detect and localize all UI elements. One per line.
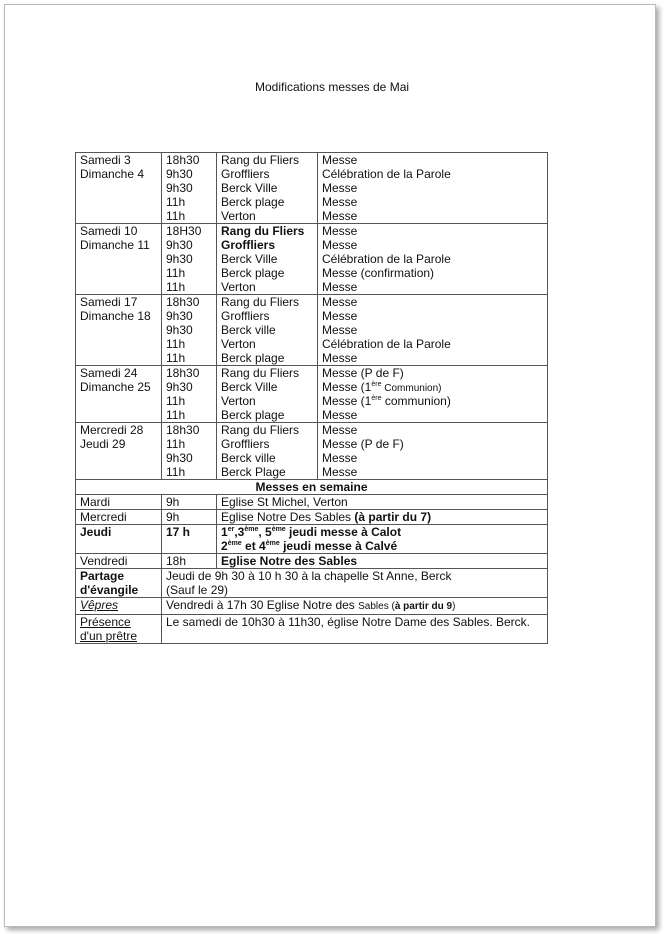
- place: Berck Ville: [221, 181, 278, 195]
- superscript: ère: [371, 381, 382, 388]
- time: 11h: [166, 209, 186, 223]
- text: (Sauf le 29): [166, 583, 229, 597]
- superscript: ème: [271, 526, 286, 533]
- place: Berck ville: [221, 451, 276, 465]
- place: Rang du Fliers: [221, 153, 300, 167]
- time: 9h30: [166, 451, 193, 465]
- table-row: [76, 224, 548, 295]
- table-row: [76, 480, 548, 495]
- time: 9h30: [166, 181, 193, 195]
- day-label: Jeudi 29: [80, 437, 126, 451]
- mass: Messe: [322, 465, 358, 479]
- mass: Messe: [322, 181, 358, 195]
- time: 11h: [166, 280, 186, 294]
- time: 18h30: [166, 153, 200, 167]
- label-cell: [76, 615, 162, 644]
- time: 11h: [166, 465, 186, 479]
- text: ): [452, 601, 456, 612]
- day-label: Dimanche 4: [80, 167, 145, 181]
- day-label: Samedi 17: [80, 295, 138, 309]
- places-cell: [217, 224, 318, 295]
- superscript: er: [227, 526, 235, 533]
- place-text: Eglise Notre Des Sables: [221, 510, 352, 524]
- place: Groffliers: [221, 238, 276, 252]
- place: Verton: [221, 209, 256, 223]
- text: 2: [221, 539, 228, 553]
- places-cell: [217, 366, 318, 423]
- time: 11h: [166, 408, 186, 422]
- mass: Messe: [322, 309, 358, 323]
- days-cell: [76, 153, 162, 224]
- place-cell: [217, 510, 548, 525]
- time: 9h30: [166, 323, 193, 337]
- time: 18H30: [166, 224, 202, 238]
- mass-text: Communion): [381, 383, 442, 394]
- time: 11h: [166, 437, 186, 451]
- mass: Messe: [322, 408, 358, 422]
- days-cell: [76, 423, 162, 480]
- table-row: [76, 510, 548, 525]
- mass: Célébration de la Parole: [322, 337, 451, 351]
- mass: Messe: [322, 209, 358, 223]
- place: Verton: [221, 394, 256, 408]
- times-cell: [162, 423, 217, 480]
- place-cell: Eglise St Michel, Verton: [217, 495, 548, 510]
- text: , 5: [258, 525, 272, 539]
- mass: Messe: [322, 195, 358, 209]
- table-row: [76, 615, 548, 644]
- times-cell: [162, 153, 217, 224]
- mass: Messe: [322, 238, 358, 252]
- text-cell: Le samedi de 10h30 à 11h30, église Notre Dame des Sables. Berck.: [162, 615, 548, 644]
- mass: Messe: [322, 280, 358, 294]
- note: à partir du 9: [394, 601, 453, 612]
- day-label: Samedi 10: [80, 224, 138, 238]
- place: Rang du Fliers: [221, 224, 305, 238]
- table-row: [76, 423, 548, 480]
- place-cell: Eglise Notre des Sables: [217, 554, 548, 569]
- day-label: Mercredi 28: [80, 423, 144, 437]
- place-cell: [217, 525, 548, 554]
- label: Présence: [80, 615, 131, 629]
- place: Verton: [221, 280, 256, 294]
- day-label: Dimanche 18: [80, 309, 151, 323]
- mass: Messe: [322, 323, 358, 337]
- time: 18h30: [166, 423, 200, 437]
- times-cell: [162, 295, 217, 366]
- label: d'un prêtre: [80, 629, 137, 643]
- mass: Messe: [322, 295, 358, 309]
- superscript: ème: [227, 540, 242, 547]
- place: Groffliers: [221, 437, 270, 451]
- jeudi-line-1: [221, 525, 543, 539]
- masses-cell: [318, 366, 548, 423]
- table-row: [76, 495, 548, 510]
- place: Groffliers: [221, 309, 270, 323]
- time-cell: 9h: [162, 495, 217, 510]
- places-cell: [217, 295, 318, 366]
- time: 9h30: [166, 309, 193, 323]
- text-cell: [162, 598, 548, 615]
- mass-schedule-table: [75, 152, 548, 644]
- time: 18h30: [166, 366, 200, 380]
- day-cell: Jeudi: [76, 525, 162, 554]
- day-cell: Mardi: [76, 495, 162, 510]
- page-title: Modifications messes de Mai: [254, 80, 410, 94]
- time: 11h: [166, 394, 186, 408]
- label: Partage: [80, 569, 125, 583]
- days-cell: [76, 224, 162, 295]
- table-row: [76, 366, 548, 423]
- table-row: [76, 525, 548, 554]
- time: 11h: [166, 195, 186, 209]
- day-label: Dimanche 25: [80, 380, 151, 394]
- mass: [322, 380, 543, 394]
- place: Berck plage: [221, 195, 285, 209]
- text-cell: [162, 569, 548, 598]
- mass: [322, 394, 543, 408]
- time: 11h: [166, 337, 186, 351]
- mass: Messe: [322, 423, 358, 437]
- mass: Messe (confirmation): [322, 266, 435, 280]
- time: 9h30: [166, 167, 193, 181]
- mass-text: Messe (1: [322, 380, 372, 394]
- day-cell: Vendredi: [76, 554, 162, 569]
- masses-cell: [318, 153, 548, 224]
- masses-cell: [318, 295, 548, 366]
- places-cell: [217, 153, 318, 224]
- day-label: Samedi 3: [80, 153, 131, 167]
- text: Jeudi de 9h 30 à 10 h 30 à la chapelle St Anne, Berck: [166, 569, 452, 583]
- place: Verton: [221, 337, 256, 351]
- day-cell: Mercredi: [76, 510, 162, 525]
- table-row: [76, 295, 548, 366]
- place: Berck plage: [221, 351, 285, 365]
- table-row: [76, 598, 548, 615]
- text: ,3: [234, 525, 245, 539]
- mass: Messe (P de F): [322, 366, 404, 380]
- text: jeudi messe à Calvé: [279, 539, 398, 553]
- place: Rang du Fliers: [221, 366, 300, 380]
- time: 9h30: [166, 238, 193, 252]
- place: Berck Ville: [221, 380, 278, 394]
- place: Rang du Fliers: [221, 295, 300, 309]
- mass-text: communion): [381, 394, 451, 408]
- times-cell: [162, 224, 217, 295]
- masses-cell: [318, 423, 548, 480]
- day-label: Samedi 24: [80, 366, 138, 380]
- masses-cell: [318, 224, 548, 295]
- jeudi-line-2: [221, 539, 543, 553]
- times-cell: [162, 366, 217, 423]
- place: Rang du Fliers: [221, 423, 300, 437]
- mass-text: Messe (1: [322, 394, 372, 408]
- place: Berck plage: [221, 408, 285, 422]
- time: 18h30: [166, 295, 200, 309]
- place-note: (à partir du 7): [354, 510, 432, 524]
- text: Vendredi à 17h 30 Eglise Notre des: [166, 598, 359, 612]
- place: Berck ville: [221, 323, 276, 337]
- mass: Messe: [322, 224, 358, 238]
- text: et 4: [241, 539, 266, 553]
- mass: Messe: [322, 451, 358, 465]
- time-cell: 18h: [162, 554, 217, 569]
- place: Berck Plage: [221, 465, 286, 479]
- text: jeudi messe à Calot: [285, 525, 402, 539]
- days-cell: [76, 366, 162, 423]
- mass: Messe: [322, 153, 358, 167]
- place: Groffliers: [221, 167, 270, 181]
- mass: Célébration de la Parole: [322, 167, 451, 181]
- superscript: ère: [371, 395, 382, 402]
- superscript: ème: [244, 526, 259, 533]
- place: Berck Ville: [221, 252, 278, 266]
- mass: Célébration de la Parole: [322, 252, 451, 266]
- superscript: ème: [265, 540, 280, 547]
- time: 9h30: [166, 380, 193, 394]
- mass: Messe (P de F): [322, 437, 404, 451]
- time-cell: 17 h: [162, 525, 217, 554]
- label-cell: [76, 569, 162, 598]
- text: Sables (: [358, 601, 395, 612]
- time: 11h: [166, 266, 186, 280]
- time: 11h: [166, 351, 186, 365]
- mass: Messe: [322, 351, 358, 365]
- place: Berck plage: [221, 266, 285, 280]
- places-cell: [217, 423, 318, 480]
- text: 1: [221, 525, 228, 539]
- label-cell: Vêpres: [76, 598, 162, 615]
- table-row: [76, 569, 548, 598]
- day-label: Dimanche 11: [80, 238, 150, 252]
- label: d'évangile: [80, 583, 139, 597]
- section-header: Messes en semaine: [76, 480, 548, 495]
- time-cell: 9h: [162, 510, 217, 525]
- days-cell: [76, 295, 162, 366]
- table-row: [76, 554, 548, 569]
- time: 9h30: [166, 252, 193, 266]
- table-row: [76, 153, 548, 224]
